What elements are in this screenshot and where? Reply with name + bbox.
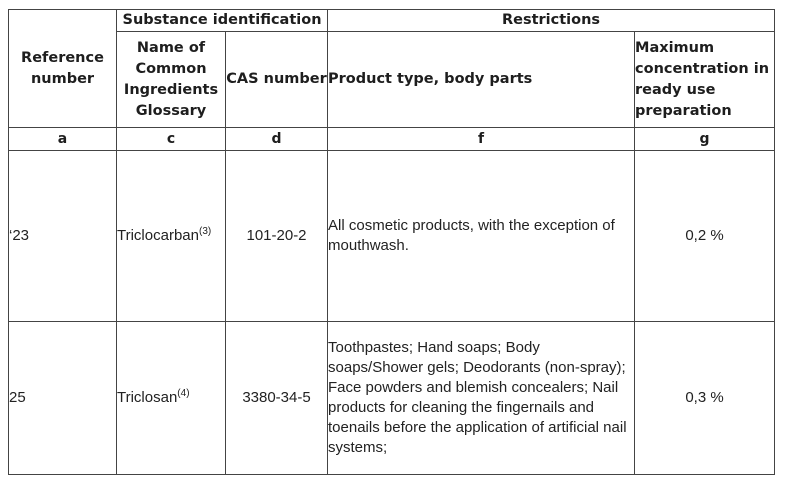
column-letter-c: c — [117, 128, 226, 151]
product-type-cell: All cosmetic products, with the exception of mouthwash. — [328, 151, 635, 322]
reference-number-cell: ‘23 — [9, 151, 117, 322]
ingredient-name-cell — [117, 322, 226, 475]
cas-number-cell: 3380-34-5 — [226, 322, 328, 475]
max-concentration-header: Maximum concentration in ready use preparation — [635, 32, 775, 128]
reference-number-cell: 25 — [9, 322, 117, 475]
product-type-cell: Toothpastes; Hand soaps; Body soaps/Shower gels; Deodorants (non-spray); Face powders and blemish concealers; Nail products for cleaning the fingernails and toenails before the application of artificial nail systems; — [328, 322, 635, 475]
header-row-2 — [9, 32, 775, 128]
table-row — [9, 151, 775, 322]
cas-number-header: CAS number — [226, 32, 328, 128]
column-letter-f: f — [328, 128, 635, 151]
column-letter-d: d — [226, 128, 328, 151]
table-row — [9, 322, 775, 475]
restrictions-table — [8, 9, 775, 475]
cas-number-cell: 101-20-2 — [226, 151, 328, 322]
ingredient-name: Triclocarban — [117, 227, 199, 244]
max-concentration-cell: 0,3 % — [635, 322, 775, 475]
column-letter-a: a — [9, 128, 117, 151]
product-type-header: Product type, body parts — [328, 32, 635, 128]
ingredient-name-cell — [117, 151, 226, 322]
reference-number-header: Reference number — [9, 10, 117, 128]
max-concentration-cell: 0,2 % — [635, 151, 775, 322]
column-letter-g: g — [635, 128, 775, 151]
restrictions-header: Restrictions — [328, 10, 775, 32]
column-letter-row — [9, 128, 775, 151]
name-cig-header: Name of Common Ingredients Glossary — [117, 32, 226, 128]
substance-identification-header: Substance identification — [117, 10, 328, 32]
ingredient-name: Triclosan — [117, 389, 178, 406]
footnote-ref: (4) — [177, 388, 190, 399]
footnote-ref: (3) — [198, 226, 212, 237]
header-row-1 — [9, 10, 775, 32]
